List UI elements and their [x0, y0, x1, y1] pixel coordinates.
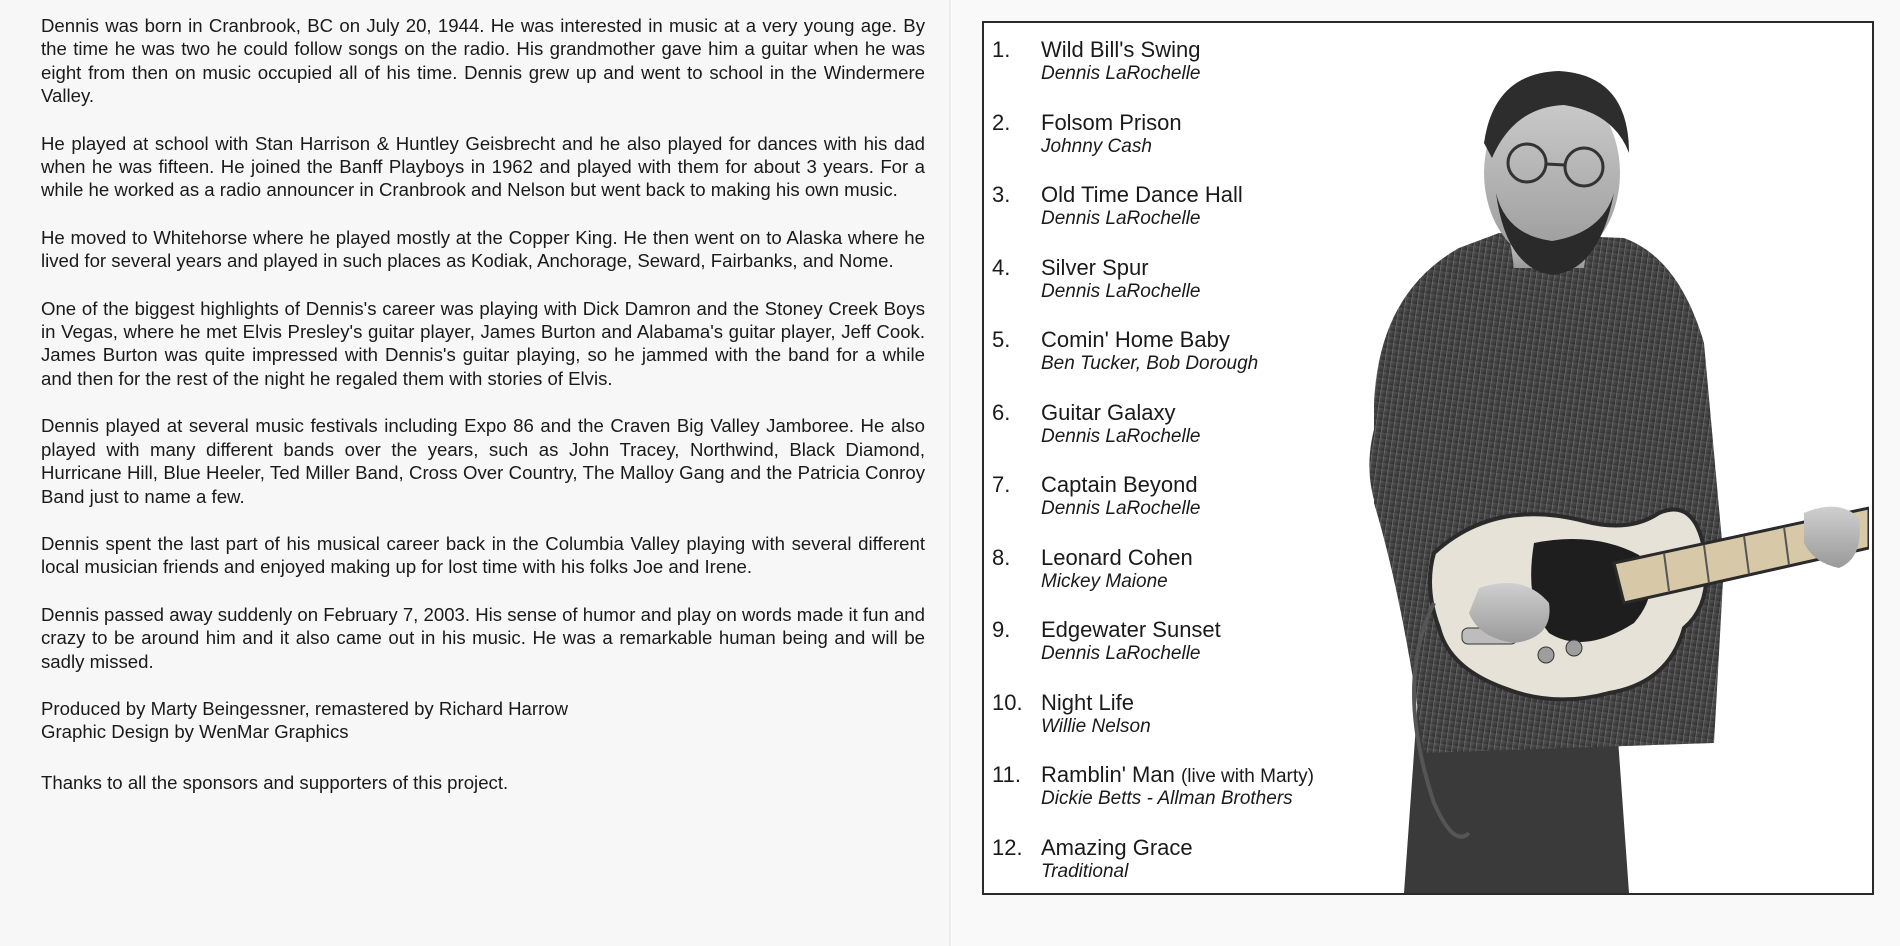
track-title: Captain Beyond [1041, 472, 1198, 497]
track-item-5 [992, 327, 1422, 400]
track-artist: Ben Tucker, Bob Dorough [1041, 353, 1259, 374]
track-artist: Johnny Cash [1041, 135, 1152, 157]
track-title: Night Life [1041, 689, 1134, 715]
track-number: 6. [992, 399, 1011, 425]
track-artist: Dennis LaRochelle [1041, 643, 1201, 664]
track-number: 5. [992, 327, 1011, 352]
track-title [1041, 762, 1314, 790]
track-note: (live with Marty) [1180, 766, 1314, 787]
bio-paragraph-festivals: Dennis played at several music festivals including Expo 86 and the Craven Big Valley Jamboree. He also played with many different bands over the years, such as John Tracey, Northwind, Black Diamond, Hurricane Hill, Blue Heeler, Ted Miller Band, Cross Over Country, The Malloy Gang and the Patricia Conroy Band just to name a few. [41, 415, 925, 507]
track-number: 2. [992, 109, 1011, 135]
track-item-10 [992, 690, 1422, 763]
track-number: 7. [992, 472, 1011, 497]
bio-paragraph-whitehorse: He moved to Whitehorse where he played mostly at the Copper King. He then went on to Alaska where he lived for several years and played in such places as Kodiak, Anchorage, Seward, Fairbanks, and Nome. [41, 226, 925, 272]
track-title-text: Ramblin' Man [1041, 762, 1175, 787]
track-item-9 [992, 617, 1422, 690]
track-artist: Dennis LaRochelle [1041, 63, 1201, 84]
track-title: Edgewater Sunset [1041, 617, 1221, 642]
fold-line [949, 0, 951, 946]
credit-design: Graphic Design by WenMar Graphics [41, 721, 349, 743]
bio-paragraph-birth: Dennis was born in Cranbrook, BC on July 20, 1944. He was interested in music at a very young age. By the time he was two he could follow songs on the radio. His grandmother gave him a guitar when he was eight from then on music occupied all of his time. Dennis grew up and went to school in the Windermere Valley. [41, 15, 925, 107]
track-number: 3. [992, 182, 1011, 207]
track-artist: Traditional [1041, 860, 1129, 882]
bio-paragraph-columbia-valley: Dennis spent the last part of his musical career back in the Columbia Valley playing with several different local musician friends and enjoyed making up for lost time with his folks Joe and Irene. [41, 532, 925, 578]
track-title: Folsom Prison [1041, 109, 1182, 135]
biography [41, 14, 925, 794]
track-number: 11. [992, 762, 1021, 787]
track-number: 10. [992, 689, 1023, 715]
track-title: Amazing Grace [1041, 834, 1193, 860]
track-item-2 [992, 110, 1422, 183]
credit-producer: Produced by Marty Beingessner, remastered by Richard Harrow [41, 697, 569, 719]
track-number: 1. [992, 37, 1011, 62]
track-artist: Dickie Betts - Allman Brothers [1041, 788, 1293, 809]
track-artist: Dennis LaRochelle [1041, 425, 1201, 447]
track-number: 12. [992, 834, 1023, 860]
track-number: 4. [992, 254, 1011, 280]
track-artist: Dennis LaRochelle [1041, 498, 1201, 519]
track-item-1 [992, 37, 1422, 110]
bio-paragraph-vegas: One of the biggest highlights of Dennis's career was playing with Dick Damron and the Stoney Creek Boys in Vegas, where he met Elvis Presley's guitar player, James Burton and Alabama's guitar player, Jeff Cook. James Burton was quite impressed with Dennis's guitar playing, so he jammed with the band for a while and then for the rest of the night he regaled them with stories of Elvis. [41, 297, 925, 389]
track-item-11 [992, 762, 1422, 835]
track-number: 8. [992, 544, 1011, 570]
track-item-12 [992, 835, 1422, 896]
thanks-line: Thanks to all the sponsors and supporters of this project. [41, 771, 509, 793]
track-artist: Dennis LaRochelle [1041, 280, 1201, 302]
track-artist: Dennis LaRochelle [1041, 208, 1201, 229]
track-title: Silver Spur [1041, 254, 1149, 280]
track-item-6 [992, 400, 1422, 473]
track-item-7 [992, 472, 1422, 545]
track-title: Old Time Dance Hall [1041, 182, 1243, 207]
track-item-4 [992, 255, 1422, 328]
track-item-3 [992, 182, 1422, 255]
track-number: 9. [992, 617, 1011, 642]
track-artist: Willie Nelson [1041, 715, 1151, 737]
tracklist [992, 37, 1422, 895]
tracklist-frame [982, 21, 1874, 895]
track-title: Leonard Cohen [1041, 544, 1193, 570]
track-title: Guitar Galaxy [1041, 399, 1176, 425]
bio-paragraph-passing: Dennis passed away suddenly on February 7, 2003. His sense of humor and play on words made it fun and crazy to be around him and it also came out in his music. He was a remarkable human being and will be sadly missed. [41, 603, 925, 672]
track-title: Wild Bill's Swing [1041, 37, 1201, 62]
bio-paragraph-early-career: He played at school with Stan Harrison & Huntley Geisbrecht and he also played for dances with his dad when he was fifteen. He joined the Banff Playboys in 1962 and played with them for about 3 years. For a while he worked as a radio announcer in Cranbrook and Nelson but went back to making his own music. [41, 132, 925, 201]
track-item-8 [992, 545, 1422, 618]
track-title: Comin' Home Baby [1041, 327, 1230, 352]
track-artist: Mickey Maione [1041, 570, 1168, 592]
